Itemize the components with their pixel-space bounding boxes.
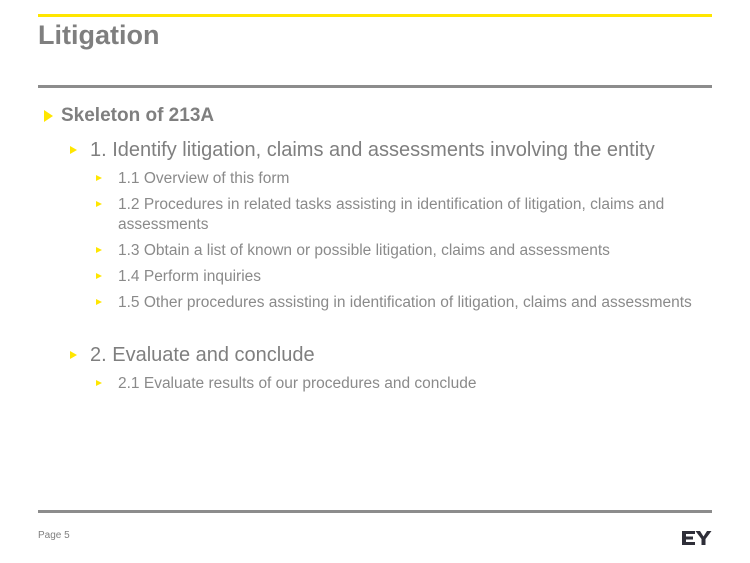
triangle-bullet-icon bbox=[96, 175, 102, 181]
list-item-1-2 bbox=[38, 195, 712, 235]
section-2-item bbox=[38, 343, 712, 367]
list-item-text: 1.4 Perform inquiries bbox=[118, 268, 262, 285]
triangle-bullet-icon bbox=[70, 146, 77, 154]
section-2-label: 2. Evaluate and conclude bbox=[90, 344, 315, 366]
list-item-text: 1.5 Other procedures assisting in identification of litigation, claims and assessments bbox=[118, 294, 692, 311]
slide-content bbox=[38, 104, 712, 394]
triangle-bullet-icon bbox=[96, 201, 102, 207]
ey-logo-y-shape bbox=[696, 531, 712, 545]
section-1-item bbox=[38, 138, 712, 162]
triangle-bullet-icon bbox=[70, 351, 77, 359]
list-item-2-1 bbox=[38, 374, 712, 394]
list-item-text: 1.3 Obtain a list of known or possible litigation, claims and assessments bbox=[118, 242, 610, 259]
list-item-text: 1.1 Overview of this form bbox=[118, 170, 290, 187]
list-item-text: 1.2 Procedures in related tasks assisting in identification of litigation, claims and assessments bbox=[118, 196, 665, 233]
triangle-bullet-icon bbox=[96, 299, 102, 305]
slide-title: Litigation bbox=[38, 20, 160, 50]
list-item-1-1 bbox=[38, 169, 712, 189]
footer-divider bbox=[38, 510, 712, 513]
section-1-label: 1. Identify litigation, claims and assessments involving the entity bbox=[90, 139, 655, 161]
list-item-1-4 bbox=[38, 267, 712, 287]
ey-logo-e-shape bbox=[682, 531, 695, 545]
ey-logo-icon bbox=[681, 528, 712, 548]
triangle-bullet-icon bbox=[96, 273, 102, 279]
page-number: Page 5 bbox=[38, 530, 70, 541]
triangle-bullet-icon bbox=[44, 110, 53, 122]
triangle-bullet-icon bbox=[96, 380, 102, 386]
title-divider bbox=[38, 85, 712, 88]
skeleton-heading: Skeleton of 213A bbox=[61, 105, 215, 126]
list-item-1-3 bbox=[38, 241, 712, 261]
heading-bullet-item bbox=[38, 104, 712, 128]
list-item-1-5 bbox=[38, 293, 712, 313]
top-accent-rule bbox=[38, 14, 712, 17]
triangle-bullet-icon bbox=[96, 247, 102, 253]
list-item-text: 2.1 Evaluate results of our procedures and conclude bbox=[118, 375, 477, 392]
